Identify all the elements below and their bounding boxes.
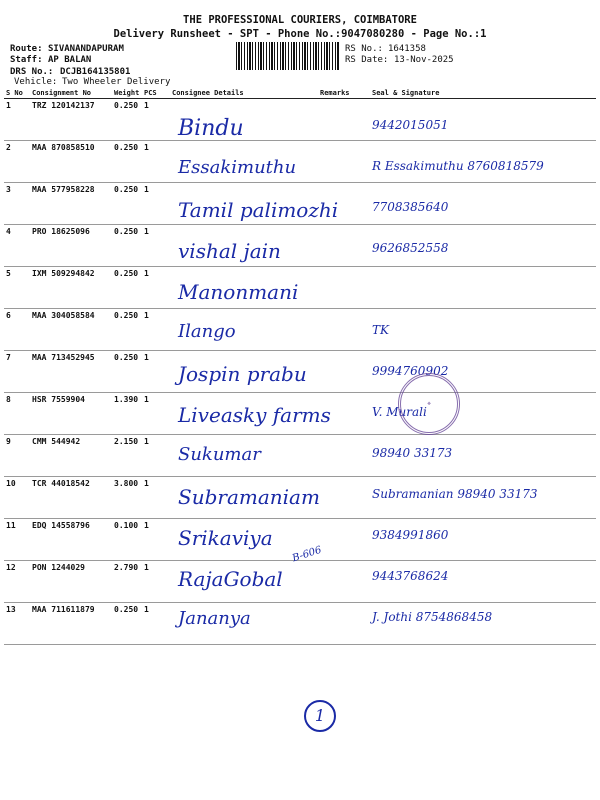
row-remarks-cell [318,603,370,645]
row-remarks-cell [318,225,370,267]
rs-no-value: 1641358 [388,44,426,54]
col-seal-signature: Seal & Signature [370,88,596,99]
row-remarks-cell [318,561,370,603]
row-weight: 0.250 [112,309,142,351]
row-consignment-no: MAA 304058584 [30,309,112,351]
company-title: THE PROFESSIONAL COURIERS, COIMBATORE [183,14,417,26]
row-pcs: 1 [142,435,170,477]
table-row [4,99,596,141]
rs-date-label: RS Date: [345,55,389,65]
row-consignment-no: CMM 544942 [30,435,112,477]
row-remarks-cell [318,309,370,351]
row-remarks-cell [318,267,370,309]
col-weight: Weight [112,88,142,99]
col-pcs: PCS [142,88,170,99]
signature-handwritten: 98940 33173 [372,446,453,460]
row-sno: 2 [4,141,30,183]
row-consignment-no: IXM 509294842 [30,267,112,309]
row-remarks-cell [318,351,370,393]
row-pcs: 1 [142,309,170,351]
col-remarks: Remarks [318,88,370,99]
row-pcs: 1 [142,183,170,225]
row-consignment-no: MAA 713452945 [30,351,112,393]
row-sno: 13 [4,603,30,645]
row-weight: 0.250 [112,99,142,141]
consignee-handwritten-name: Bindu [178,116,244,141]
row-consignment-no: MAA 711611879 [30,603,112,645]
col-sno: S No [4,88,30,99]
table-row [4,435,596,477]
row12-note: B-606 [291,544,323,565]
row-pcs: 1 [142,99,170,141]
row-weight: 0.250 [112,267,142,309]
signature-handwritten: 9384991860 [372,528,449,542]
row-sno: 4 [4,225,30,267]
consignee-handwritten-name: Sukumar [178,444,261,465]
signature-handwritten: 9626852558 [372,241,449,255]
consignee-handwritten-name: Srikaviya [178,526,273,550]
drs-label: DRS No.: [10,67,54,77]
row-remarks-cell [318,99,370,141]
consignee-handwritten-name: vishal jain [178,239,281,263]
row-sno: 1 [4,99,30,141]
consignee-handwritten-name: Subramaniam [178,485,320,509]
row-consignment-no: MAA 577958228 [30,183,112,225]
table-row [4,309,596,351]
consignee-handwritten-name: RajaGobal [178,567,283,591]
row-signature-cell [370,267,596,309]
row-weight: 2.790 [112,561,142,603]
route-label: Route: [10,44,43,54]
row-remarks-cell [318,141,370,183]
drs-value: DCJB164135801 [60,67,131,77]
signature-handwritten: 9994760902 [372,364,449,378]
row-weight: 0.250 [112,351,142,393]
signature-handwritten: 9443768624 [372,569,449,583]
signature-handwritten: 9442015051 [372,118,449,132]
rs-no-label: RS No.: [345,44,383,54]
delivery-stamp: ❖ [398,373,460,435]
row-weight: 1.390 [112,393,142,435]
row-weight: 3.800 [112,477,142,519]
row-sno: 6 [4,309,30,351]
consignee-handwritten-name: Manonmani [178,280,299,304]
row-consignment-no: TRZ 120142137 [30,99,112,141]
row-consignment-no: TCR 44018542 [30,477,112,519]
row-sno: 12 [4,561,30,603]
col-consignment: Consignment No [30,88,112,99]
row-remarks-cell [318,519,370,561]
row-consignment-no: EDQ 14558796 [30,519,112,561]
signature-handwritten: J. Jothi 8754868458 [372,610,493,624]
table-row [4,267,596,309]
row-signature-cell [370,309,596,351]
row-sno: 7 [4,351,30,393]
row-weight: 0.250 [112,183,142,225]
row-remarks-cell [318,435,370,477]
route-value: SIVANANDAPURAM [48,44,124,54]
row-pcs: 1 [142,141,170,183]
row-sno: 10 [4,477,30,519]
row-sno: 11 [4,519,30,561]
rs-date-value: 13-Nov-2025 [394,55,454,65]
consignee-handwritten-name: Ilango [178,321,236,342]
row-consignment-no: PON 1244029 [30,561,112,603]
row-remarks-cell [318,477,370,519]
row-consignment-no: HSR 7559904 [30,393,112,435]
row-pcs: 1 [142,477,170,519]
barcode [236,42,340,70]
table-row [4,603,596,645]
signature-handwritten: V. Murali [372,405,427,419]
staff-value: AP BALAN [48,55,92,65]
row-pcs: 1 [142,393,170,435]
row-weight: 0.250 [112,603,142,645]
row-consignment-no: MAA 870858510 [30,141,112,183]
staff-label: Staff: [10,55,43,65]
signature-handwritten: 7708385640 [372,200,449,214]
runsheet-subtitle: Delivery Runsheet - SPT - Phone No.:9047080280 - Page No.:1 [113,28,487,40]
vehicle-value: Two Wheeler Delivery [62,77,171,87]
row-weight: 0.250 [112,141,142,183]
consignee-handwritten-name: Liveasky farms [178,403,331,427]
page-number-mark: 1 [304,700,336,732]
row-consignment-no: PRO 18625096 [30,225,112,267]
row-pcs: 1 [142,267,170,309]
table-row [4,561,596,603]
row-sno: 9 [4,435,30,477]
row-sno: 8 [4,393,30,435]
row-sno: 3 [4,183,30,225]
table-row [4,225,596,267]
row-weight: 0.250 [112,225,142,267]
row-sno: 5 [4,267,30,309]
vehicle-label: Vehicle: [14,77,58,87]
signature-handwritten: TK [372,323,389,337]
signature-handwritten: R Essakimuthu 8760818579 [372,159,544,173]
consignee-handwritten-name: Essakimuthu [178,157,297,178]
consignee-handwritten-name: Tamil palimozhi [178,198,339,222]
consignee-handwritten-name: Jananya [178,608,251,629]
row-weight: 2.150 [112,435,142,477]
row-pcs: 1 [142,351,170,393]
signature-handwritten: Subramanian 98940 33173 [372,487,538,501]
table-header-row [4,88,596,99]
row-pcs: 1 [142,561,170,603]
row-pcs: 1 [142,519,170,561]
col-consignee: Consignee Details [170,88,318,99]
row-pcs: 1 [142,225,170,267]
row-pcs: 1 [142,603,170,645]
row-weight: 0.100 [112,519,142,561]
consignee-handwritten-name: Jospin prabu [178,362,307,386]
